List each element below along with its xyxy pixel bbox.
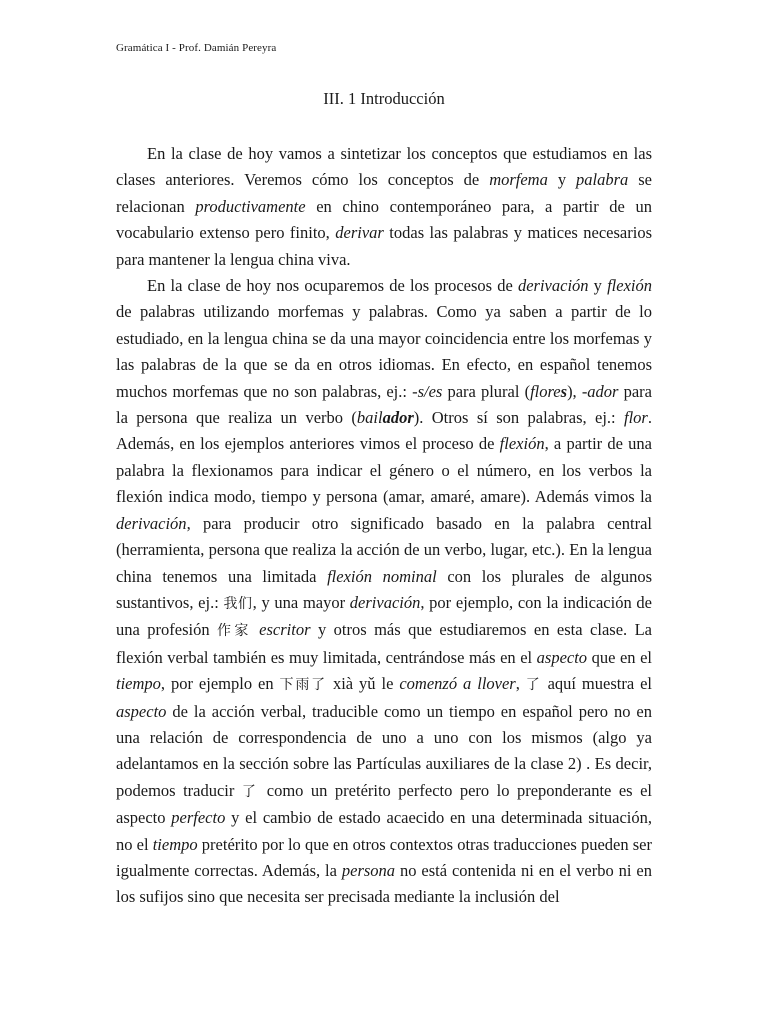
body-text bbox=[116, 141, 652, 911]
text-run: En la clase de hoy vamos a sintetizar los conceptos que estudiamos en las clases anteriores. Veremos cómo los conceptos de bbox=[116, 144, 652, 190]
section-title: III. 1 Introducción bbox=[323, 89, 445, 108]
text-run: ). Otros sí son palabras, ej.: bbox=[413, 408, 625, 428]
text-run: . Además, en los ejemplos anteriores vimos el proceso de bbox=[116, 408, 652, 454]
bold-italic-suffix: ador bbox=[382, 408, 414, 428]
italic-term: derivación bbox=[517, 276, 589, 296]
text-run: en chino contemporáneo para, a partir de un vocabulario extenso pero finito, bbox=[116, 196, 652, 243]
italic-term: comenzó a llover bbox=[399, 674, 516, 694]
italic-term: morfema bbox=[489, 170, 548, 190]
text-run: como un pretérito perfecto pero lo preponderante es el aspecto bbox=[116, 780, 653, 828]
italic-term: -s/es bbox=[412, 381, 443, 401]
text-run: , por ejemplo, con la indicación de una profesión bbox=[116, 592, 652, 640]
text-run: de la acción verbal, traducible como un tiempo en español pero no en una relación de correspondencia de uno a uno con los mismos (algo ya adelantamos en la sección sobre las Partículas auxiliares de la clase 2) . Es decir, podemos traducir bbox=[116, 701, 652, 800]
text-run: y el cambio de estado acaecido en una determinada situación, no el bbox=[116, 808, 652, 854]
italic-term: flexión bbox=[499, 434, 545, 454]
running-header: Gramática I - Prof. Damián Pereyra bbox=[116, 42, 277, 54]
italic-term: tiempo bbox=[152, 834, 198, 854]
italic-term: derivar bbox=[335, 223, 384, 243]
chinese-characters: 作家 bbox=[217, 623, 252, 640]
text-run: todas las palabras y matices necesarios para mantener la lengua china viva. bbox=[116, 223, 652, 269]
italic-term: persona bbox=[341, 860, 396, 880]
italic-term: aspecto bbox=[116, 701, 167, 721]
text-run: y bbox=[547, 170, 577, 190]
paragraph-1 bbox=[116, 141, 652, 273]
text-run: , bbox=[515, 674, 526, 694]
text-run: , por ejemplo en bbox=[160, 674, 280, 694]
text-run: con los plurales de algunos sustantivos, ej.: bbox=[116, 566, 653, 612]
italic-term: flexión nominal bbox=[327, 566, 437, 586]
chinese-characters: 我们 bbox=[223, 595, 253, 612]
italic-term: bail bbox=[356, 408, 383, 428]
italic-term: flexión bbox=[607, 276, 652, 296]
text-run: y bbox=[588, 276, 608, 296]
text-run: de palabras utilizando morfemas y palabras. Como ya saben a partir de lo estudiado, en la lengua china se da una mayor coincidencia entre los morfemas y las palabras de la que se da en otros idiomas. En efecto, en español tenemos muchos morfemas que no son palabras, ej.: bbox=[116, 302, 652, 401]
text-run: ), bbox=[567, 381, 582, 401]
text-run: se relacionan bbox=[116, 170, 652, 216]
italic-term: escritor bbox=[259, 620, 311, 640]
text-run: no está contenida ni en el verbo ni en los sufijos sino que necesita ser precisada mediante la inclusión del bbox=[116, 860, 652, 907]
text-run: para plural ( bbox=[442, 381, 531, 401]
italic-term: derivación bbox=[349, 592, 421, 612]
italic-term: productivamente bbox=[195, 196, 306, 216]
italic-term: tiempo bbox=[116, 674, 161, 694]
text-run: , y una mayor bbox=[252, 592, 350, 612]
text-run: , a partir de una palabra la flexionamos para indicar el género o el número, en los verbos la flexión indica modo, tiempo y persona (amar, amaré, amare). Además vimos la bbox=[116, 434, 652, 507]
paragraph-2 bbox=[116, 273, 652, 911]
chinese-characters: 了 bbox=[525, 677, 542, 694]
chinese-characters: 了 bbox=[241, 783, 260, 800]
italic-term: aspecto bbox=[536, 647, 588, 667]
text-run: aquí muestra el bbox=[541, 674, 653, 694]
text-run: que en el bbox=[587, 647, 652, 667]
italic-term: palabra bbox=[576, 170, 629, 190]
bold-italic-suffix: s bbox=[560, 381, 568, 401]
text-run: pretérito por lo que en otros contextos otras traducciones pueden ser igualmente correctas. Además, la bbox=[116, 834, 652, 880]
text-run: xià yǔ le bbox=[327, 674, 400, 694]
italic-term: flore bbox=[530, 381, 561, 401]
italic-term: derivación bbox=[116, 513, 187, 533]
chinese-characters: 下雨了 bbox=[279, 677, 328, 694]
text-run: para la persona que realiza un verbo ( bbox=[116, 381, 652, 428]
italic-term: -ador bbox=[581, 381, 619, 401]
text-run: y otros más que estudiaremos en esta clase. La flexión verbal también es muy limitada, centrándose más en el bbox=[116, 620, 652, 667]
italic-term: flor bbox=[624, 408, 648, 428]
text-run: , para producir otro significado basado en la palabra central (herramienta, persona que realiza la acción de un verbo, lugar, etc.). En la lengua china tenemos una limitada bbox=[116, 513, 652, 586]
text-run: En la clase de hoy nos ocuparemos de los procesos de bbox=[147, 276, 518, 296]
italic-term: perfecto bbox=[171, 808, 226, 828]
